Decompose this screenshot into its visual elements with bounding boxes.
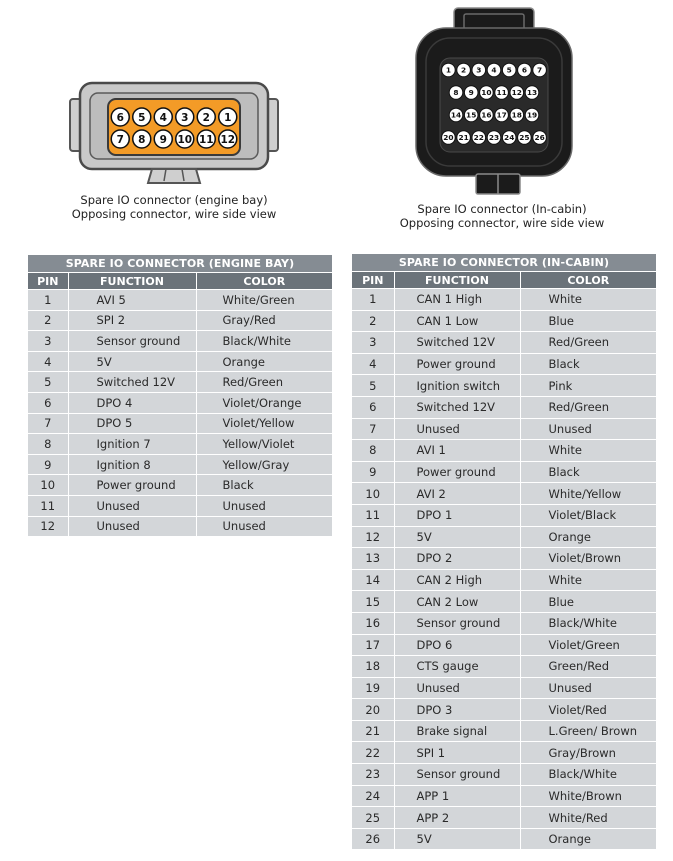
engine-pin-label: 10	[177, 133, 193, 146]
cabin-pin-cell: 5	[352, 375, 394, 397]
engine-table-row	[28, 413, 332, 434]
engine-pin-cell: 7	[28, 413, 68, 434]
engine-pin-cell: 10	[28, 475, 68, 496]
cabin-pin-cell: 4	[352, 353, 394, 375]
cabin-table-row	[352, 375, 656, 397]
cabin-function-cell: SPI 1	[394, 742, 520, 764]
cabin-function-cell: CAN 1 Low	[394, 310, 520, 332]
cabin-table-row	[352, 612, 656, 634]
cabin-pin-label: 20	[443, 133, 454, 143]
engine-bay-connector-diagram	[68, 75, 280, 193]
cabin-function-cell: Unused	[394, 677, 520, 699]
cabin-function-cell: CAN 1 High	[394, 289, 520, 311]
engine-table-row	[28, 392, 332, 413]
cabin-table-row	[352, 332, 656, 354]
engine-color-cell: Red/Green	[196, 372, 332, 393]
cabin-table-row	[352, 569, 656, 591]
cabin-color-cell: Unused	[520, 677, 656, 699]
cabin-table-row	[352, 656, 656, 678]
cabin-function-cell: CAN 2 High	[394, 569, 520, 591]
engine-pin-label: 7	[116, 133, 124, 146]
engine-pin-cell: 12	[28, 516, 68, 537]
cabin-table-row	[352, 548, 656, 570]
cabin-pin-label: 12	[511, 88, 522, 98]
cabin-caption-line2: Opposing connector, wire side view	[399, 216, 605, 230]
cabin-color-cell: Orange	[520, 828, 656, 850]
cabin-color-cell: White	[520, 440, 656, 462]
cabin-caption-line1: Spare IO connector (In-cabin)	[417, 202, 587, 216]
cabin-pin-label: 7	[537, 65, 543, 75]
engine-function-cell: Unused	[68, 516, 196, 537]
cabin-color-cell: Green/Red	[520, 656, 656, 678]
cabin-color-cell: Red/Green	[520, 396, 656, 418]
cabin-pin-label: 10	[481, 88, 492, 98]
cabin-pin-cell: 10	[352, 483, 394, 505]
cabin-pin-cell: 11	[352, 504, 394, 526]
engine-table-row	[28, 310, 332, 331]
engine-caption-line2: Opposing connector, wire side view	[71, 207, 277, 221]
engine-pin-label: 5	[138, 111, 146, 124]
engine-header-function: FUNCTION	[68, 273, 196, 290]
engine-pin-label: 9	[159, 133, 167, 146]
cabin-pin-cell: 12	[352, 526, 394, 548]
engine-header-pin: PIN	[28, 273, 68, 290]
cabin-pin-label: 1	[445, 65, 451, 75]
engine-function-cell: SPI 2	[68, 310, 196, 331]
cabin-pin-cell: 14	[352, 569, 394, 591]
cabin-table-row	[352, 785, 656, 807]
cabin-pin-cell: 26	[352, 828, 394, 850]
cabin-table-row	[352, 289, 656, 311]
cabin-function-cell: Brake signal	[394, 720, 520, 742]
cabin-function-cell: DPO 3	[394, 699, 520, 721]
cabin-color-cell: Pink	[520, 375, 656, 397]
cabin-pin-label: 18	[511, 110, 522, 120]
in-cabin-pin-table	[352, 254, 656, 850]
cabin-pin-label: 15	[466, 110, 477, 120]
cabin-table-row	[352, 699, 656, 721]
cabin-pin-label: 8	[453, 88, 459, 98]
cabin-table-row	[352, 461, 656, 483]
cabin-table-title: SPARE IO CONNECTOR (IN-CABIN)	[352, 254, 656, 272]
cabin-pin-cell: 20	[352, 699, 394, 721]
engine-pin-label: 11	[198, 133, 214, 146]
cabin-pin-cell: 18	[352, 656, 394, 678]
engine-table-row	[28, 351, 332, 372]
in-cabin-connector-diagram	[410, 6, 578, 198]
cabin-color-cell: White/Red	[520, 807, 656, 829]
cabin-color-cell: Black	[520, 461, 656, 483]
cabin-function-cell: Power ground	[394, 353, 520, 375]
cabin-color-cell: White/Brown	[520, 785, 656, 807]
cabin-function-cell: CTS gauge	[394, 656, 520, 678]
cabin-table-row	[352, 526, 656, 548]
cabin-function-cell: AVI 2	[394, 483, 520, 505]
cabin-table-row	[352, 720, 656, 742]
engine-color-cell: Yellow/Gray	[196, 454, 332, 475]
cabin-color-cell: Black/White	[520, 764, 656, 786]
cabin-table-row	[352, 742, 656, 764]
cabin-pin-cell: 24	[352, 785, 394, 807]
cabin-color-cell: White	[520, 569, 656, 591]
engine-color-cell: Black/White	[196, 331, 332, 352]
cabin-table-row	[352, 353, 656, 375]
cabin-pin-label: 25	[519, 133, 530, 143]
engine-pin-label: 4	[159, 111, 167, 124]
engine-table-row	[28, 516, 332, 537]
engine-function-cell: Sensor ground	[68, 331, 196, 352]
engine-caption-line1: Spare IO connector (engine bay)	[80, 193, 268, 207]
engine-pin-cell: 3	[28, 331, 68, 352]
cabin-pin-label: 11	[496, 88, 507, 98]
cabin-color-cell: Blue	[520, 591, 656, 613]
engine-bay-caption	[68, 193, 280, 221]
cabin-color-cell: Violet/Brown	[520, 548, 656, 570]
cabin-color-cell: Orange	[520, 526, 656, 548]
cabin-table-row	[352, 440, 656, 462]
cabin-color-cell: Gray/Brown	[520, 742, 656, 764]
cabin-pin-cell: 23	[352, 764, 394, 786]
cabin-header-color: COLOR	[520, 272, 656, 289]
cabin-pin-label: 13	[526, 88, 538, 98]
cabin-function-cell: 5V	[394, 828, 520, 850]
engine-pin-cell: 11	[28, 495, 68, 516]
cabin-function-cell: AVI 1	[394, 440, 520, 462]
cabin-table-row	[352, 310, 656, 332]
engine-function-cell: AVI 5	[68, 290, 196, 311]
engine-color-cell: Orange	[196, 351, 332, 372]
cabin-header-pin: PIN	[352, 272, 394, 289]
engine-function-cell: DPO 5	[68, 413, 196, 434]
cabin-function-cell: DPO 1	[394, 504, 520, 526]
cabin-function-cell: APP 1	[394, 785, 520, 807]
engine-function-cell: 5V	[68, 351, 196, 372]
cabin-function-cell: Sensor ground	[394, 764, 520, 786]
cabin-color-cell: White/Yellow	[520, 483, 656, 505]
engine-header-color: COLOR	[196, 273, 332, 290]
cabin-table-row	[352, 764, 656, 786]
cabin-color-cell: Red/Green	[520, 332, 656, 354]
cabin-function-cell: Switched 12V	[394, 332, 520, 354]
cabin-header-function: FUNCTION	[394, 272, 520, 289]
cabin-color-cell: Black/White	[520, 612, 656, 634]
engine-function-cell: Ignition 8	[68, 454, 196, 475]
cabin-function-cell: CAN 2 Low	[394, 591, 520, 613]
cabin-pin-label: 24	[504, 133, 515, 143]
cabin-pin-label: 22	[473, 133, 484, 143]
cabin-function-cell: DPO 6	[394, 634, 520, 656]
cabin-color-cell: Violet/Green	[520, 634, 656, 656]
engine-pin-label: 6	[116, 111, 124, 124]
engine-pin-cell: 4	[28, 351, 68, 372]
cabin-pin-label: 2	[461, 65, 467, 75]
cabin-pin-label: 4	[491, 65, 497, 75]
cabin-pin-label: 9	[468, 88, 474, 98]
cabin-function-cell: Switched 12V	[394, 396, 520, 418]
cabin-pin-cell: 22	[352, 742, 394, 764]
engine-table-title: SPARE IO CONNECTOR (ENGINE BAY)	[28, 255, 332, 273]
cabin-table-row	[352, 591, 656, 613]
cabin-color-cell: Violet/Red	[520, 699, 656, 721]
engine-function-cell: Unused	[68, 495, 196, 516]
cabin-function-cell: Ignition switch	[394, 375, 520, 397]
cabin-function-cell: Unused	[394, 418, 520, 440]
cabin-pin-cell: 8	[352, 440, 394, 462]
engine-color-cell: Unused	[196, 495, 332, 516]
cabin-table-row	[352, 807, 656, 829]
cabin-color-cell: Unused	[520, 418, 656, 440]
engine-function-cell: Switched 12V	[68, 372, 196, 393]
engine-color-cell: Yellow/Violet	[196, 434, 332, 455]
engine-pin-cell: 8	[28, 434, 68, 455]
engine-table-row	[28, 475, 332, 496]
cabin-pin-cell: 17	[352, 634, 394, 656]
cabin-color-cell: White	[520, 289, 656, 311]
cabin-pin-label: 26	[534, 133, 545, 143]
cabin-table-row	[352, 828, 656, 850]
cabin-function-cell: DPO 2	[394, 548, 520, 570]
cabin-pin-label: 5	[506, 65, 512, 75]
engine-table-row	[28, 434, 332, 455]
cabin-table-row	[352, 634, 656, 656]
cabin-pin-cell: 3	[352, 332, 394, 354]
cabin-pin-label: 19	[526, 110, 538, 120]
engine-pin-cell: 1	[28, 290, 68, 311]
cabin-pin-label: 21	[458, 133, 469, 143]
cabin-table-row	[352, 396, 656, 418]
in-cabin-caption	[392, 202, 612, 230]
cabin-pin-label: 16	[481, 110, 492, 120]
cabin-pin-cell: 21	[352, 720, 394, 742]
engine-color-cell: White/Green	[196, 290, 332, 311]
cabin-function-cell: Power ground	[394, 461, 520, 483]
engine-pin-label: 8	[138, 133, 146, 146]
cabin-pin-cell: 6	[352, 396, 394, 418]
engine-function-cell: Ignition 7	[68, 434, 196, 455]
cabin-pin-cell: 16	[352, 612, 394, 634]
cabin-function-cell: 5V	[394, 526, 520, 548]
cabin-pin-label: 17	[496, 110, 507, 120]
cabin-pin-cell: 9	[352, 461, 394, 483]
engine-function-cell: Power ground	[68, 475, 196, 496]
cabin-pin-cell: 15	[352, 591, 394, 613]
cabin-table-row	[352, 418, 656, 440]
cabin-table-row	[352, 483, 656, 505]
cabin-pin-cell: 25	[352, 807, 394, 829]
cabin-color-cell: L.Green/ Brown	[520, 720, 656, 742]
engine-pin-cell: 6	[28, 392, 68, 413]
engine-color-cell: Black	[196, 475, 332, 496]
engine-color-cell: Unused	[196, 516, 332, 537]
engine-table-row	[28, 372, 332, 393]
engine-color-cell: Violet/Orange	[196, 392, 332, 413]
engine-table-row	[28, 331, 332, 352]
engine-pin-label: 3	[181, 111, 189, 124]
engine-table-row	[28, 495, 332, 516]
cabin-color-cell: Black	[520, 353, 656, 375]
engine-pin-label: 12	[220, 133, 236, 146]
cabin-pin-label: 6	[521, 65, 527, 75]
engine-bay-pin-table	[28, 255, 332, 537]
engine-pin-cell: 9	[28, 454, 68, 475]
cabin-pin-cell: 19	[352, 677, 394, 699]
engine-pin-label: 1	[224, 111, 232, 124]
cabin-pin-cell: 2	[352, 310, 394, 332]
cabin-pin-cell: 13	[352, 548, 394, 570]
engine-table-row	[28, 290, 332, 311]
cabin-function-cell: APP 2	[394, 807, 520, 829]
engine-pin-label: 2	[202, 111, 210, 124]
engine-pin-cell: 5	[28, 372, 68, 393]
cabin-color-cell: Violet/Black	[520, 504, 656, 526]
engine-table-row	[28, 454, 332, 475]
cabin-function-cell: Sensor ground	[394, 612, 520, 634]
engine-function-cell: DPO 4	[68, 392, 196, 413]
cabin-pin-cell: 7	[352, 418, 394, 440]
cabin-color-cell: Blue	[520, 310, 656, 332]
engine-color-cell: Gray/Red	[196, 310, 332, 331]
cabin-pin-label: 23	[488, 133, 500, 143]
cabin-pin-cell: 1	[352, 289, 394, 311]
engine-color-cell: Violet/Yellow	[196, 413, 332, 434]
engine-pin-cell: 2	[28, 310, 68, 331]
cabin-pin-label: 14	[450, 110, 462, 120]
cabin-table-row	[352, 677, 656, 699]
cabin-pin-label: 3	[476, 65, 482, 75]
cabin-table-row	[352, 504, 656, 526]
